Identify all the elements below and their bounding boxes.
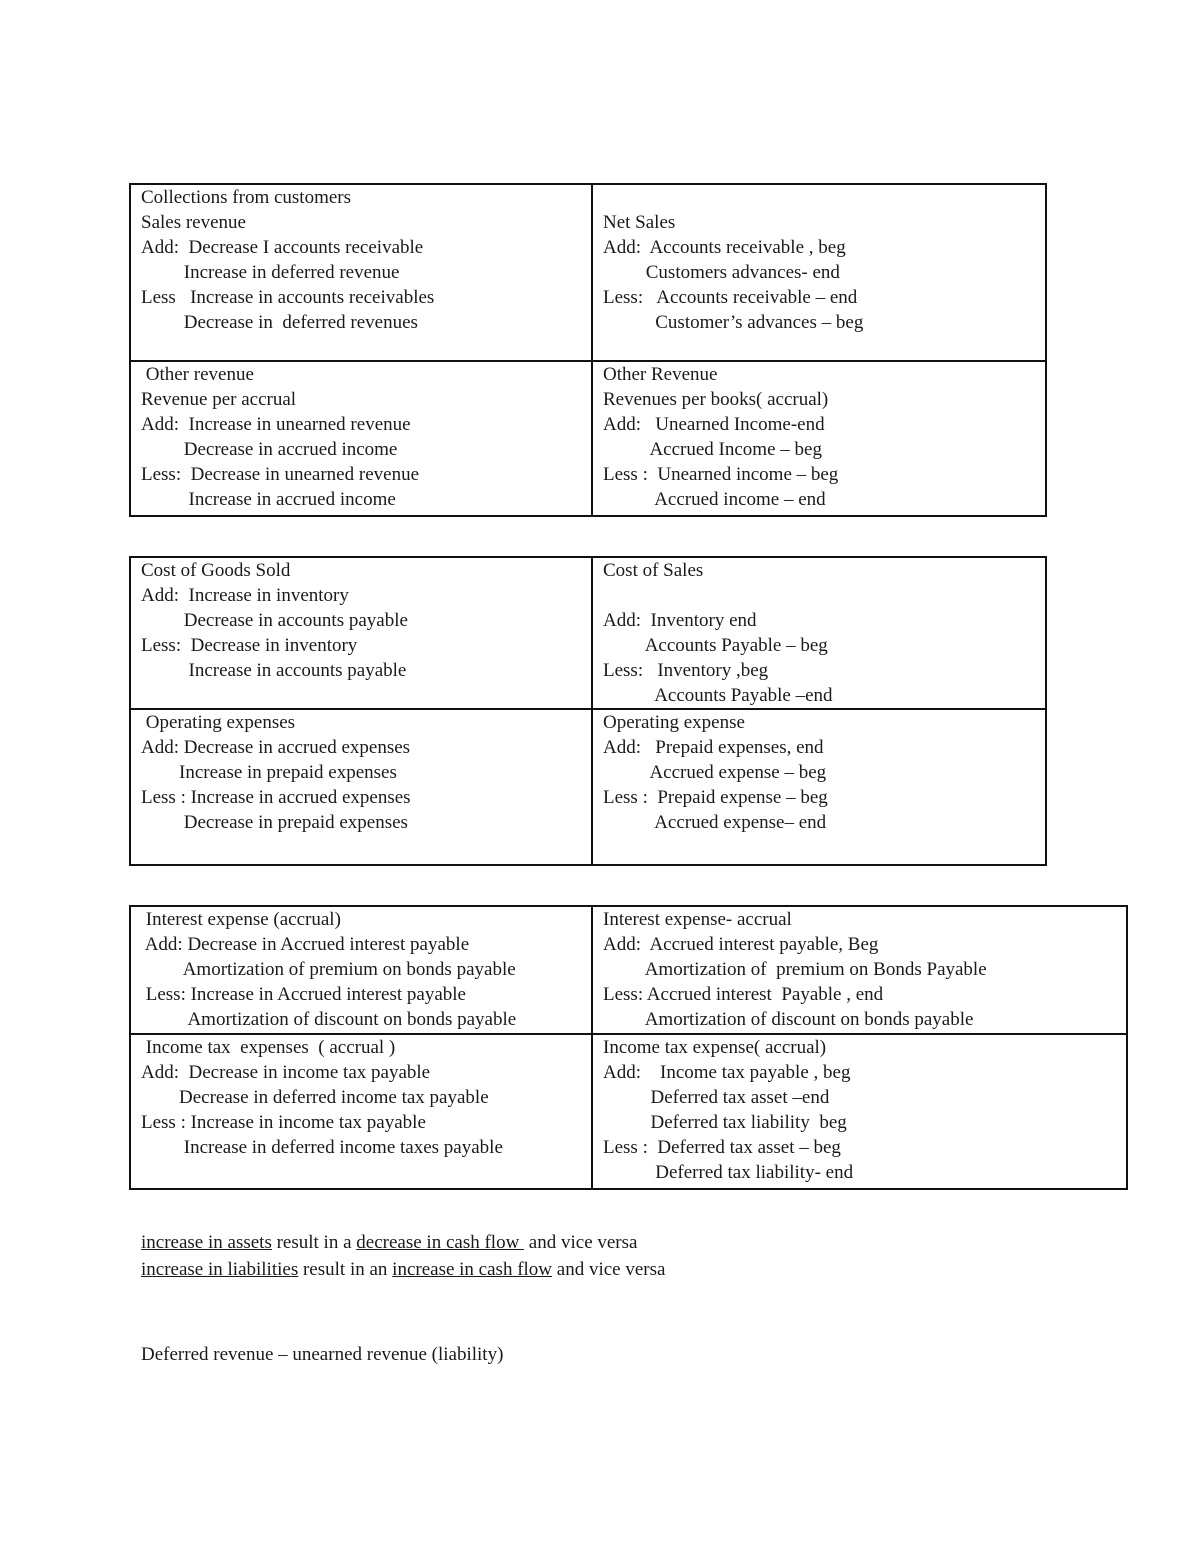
cell-line: Sales revenue [141,212,246,233]
cell-line: Increase in accounts payable [141,660,407,681]
note-text: result in an [298,1259,393,1280]
cost-table [129,556,1047,866]
cell-line: Customers advances- end [603,262,840,283]
cell-line: Amortization of premium on bonds payable [141,959,516,980]
note-underlined-term: increase in cash flow [392,1259,553,1280]
cost-row-operating [131,708,1045,864]
cell-line: Accounts Payable – beg [603,635,828,656]
cell-line: Decrease in deferred revenues [141,312,418,333]
cell-line: Add: Decrease in income tax payable [141,1062,431,1083]
note-text: result in a [271,1232,357,1253]
operating-expenses-left-cell [131,710,591,864]
cell-line: Deferred tax liability beg [603,1112,847,1133]
cell-line: Deferred tax liability- end [603,1162,854,1183]
cell-line: Decrease in prepaid expenses [141,812,408,833]
cell-line: Add: Accounts receivable , beg [603,237,846,258]
cell-line: Add: Accrued interest payable, Beg [603,934,879,955]
cell-line: Increase in deferred revenue [141,262,400,283]
note-underlined-term: decrease in cash flow [356,1232,525,1253]
cell-line: Less: Decrease in unearned revenue [141,464,419,485]
cell-line: Revenue per accrual [141,389,297,410]
cell-line: Increase in prepaid expenses [141,762,397,783]
note-assets [141,1229,637,1256]
cell-line: Add: Prepaid expenses, end [603,737,824,758]
other-revenue-right-cell [591,362,1045,515]
cell-line: Less: Accounts receivable – end [603,287,858,308]
cell-line: Income tax expense( accrual) [603,1037,827,1058]
cell-line: Less: Decrease in inventory [141,635,358,656]
note-liabilities [141,1256,665,1283]
operating-expense-right-cell [591,710,1045,864]
cell-line: Other Revenue [603,364,718,385]
cell-line: Add: Increase in inventory [141,585,349,606]
note-deferred-revenue: Deferred revenue – unearned revenue (liability) [141,1344,504,1365]
cell-line: Other revenue [141,364,254,385]
cell-line: Net Sales [603,212,676,233]
cell-line: Customer’s advances – beg [603,312,864,333]
income-tax-row [131,1033,1126,1188]
cell-line: Accrued Income – beg [603,439,822,460]
cell-line: Less: Inventory ,beg [603,660,769,681]
cell-line: Deferred tax asset –end [603,1087,830,1108]
cell-line: Income tax expenses ( accrual ) [141,1037,396,1058]
cell-line: Operating expenses [141,712,296,733]
cost-of-sales-cell [591,558,1045,708]
cell-line: Less: Increase in Accrued interest payable [141,984,466,1005]
cell-line: Add: Unearned Income-end [603,414,825,435]
cell-line: Cost of Goods Sold [141,560,291,581]
interest-row [131,907,1126,1033]
note-text: and vice versa [552,1259,666,1280]
cell-line: Amortization of discount on bonds payable [141,1009,517,1030]
cell-line: Add: Decrease in Accrued interest payable [141,934,470,955]
cell-line: Increase in deferred income taxes payable [141,1137,503,1158]
net-sales-cell [591,185,1045,360]
cell-line: Amortization of discount on bonds payable [603,1009,974,1030]
collections-direct-cell [131,185,591,360]
cell-line: Revenues per books( accrual) [603,389,829,410]
cell-line: Less : Prepaid expense – beg [603,787,828,808]
cell-line: Less Increase in accounts receivables [141,287,435,308]
cell-line [603,185,1045,210]
cell-line: Decrease in accrued income [141,439,398,460]
note-underlined-term: increase in assets [141,1232,272,1253]
interest-expense-left-cell [131,907,591,1033]
cell-line: Add: Decrease in accrued expenses [141,737,411,758]
revenue-table [129,183,1047,517]
cell-line [603,583,1045,608]
cell-line: Add: Income tax payable , beg [603,1062,851,1083]
note-underlined-term: increase in liabilities [141,1259,299,1280]
cell-line: Less : Increase in income tax payable [141,1112,426,1133]
cell-line: Add: Increase in unearned revenue [141,414,411,435]
cell-line: Collections from customers [141,187,352,208]
cell-line: Accrued expense – beg [603,762,827,783]
cell-line: Decrease in accounts payable [141,610,408,631]
income-tax-left-cell [131,1035,591,1188]
cost-row-cogs [131,558,1045,708]
cell-line: Interest expense- accrual [603,909,792,930]
other-revenue-left-cell [131,362,591,515]
cell-line: Increase in accrued income [141,489,396,510]
cell-line: Accrued income – end [603,489,826,510]
cell-line: Operating expense [603,712,745,733]
revenue-row-other [131,360,1045,515]
income-tax-right-cell [591,1035,1126,1188]
cell-line: Add: Decrease I accounts receivable [141,237,424,258]
cell-line: Interest expense (accrual) [141,909,341,930]
cell-line: Less : Deferred tax asset – beg [603,1137,841,1158]
cell-line: Decrease in deferred income tax payable [141,1087,489,1108]
cell-line: Cost of Sales [603,560,704,581]
interest-tax-table [129,905,1128,1190]
cell-line: Accrued expense– end [603,812,827,833]
revenue-row-collections [131,185,1045,360]
cell-line: Less: Accrued interest Payable , end [603,984,884,1005]
note-text: and vice versa [524,1232,638,1253]
cell-line: Add: Inventory end [603,610,757,631]
interest-expense-right-cell [591,907,1126,1033]
cogs-left-cell [131,558,591,708]
cell-line: Less : Increase in accrued expenses [141,787,411,808]
cell-line: Accounts Payable –end [603,685,833,706]
cell-line: Amortization of premium on Bonds Payable [603,959,987,980]
cell-line: Less : Unearned income – beg [603,464,839,485]
